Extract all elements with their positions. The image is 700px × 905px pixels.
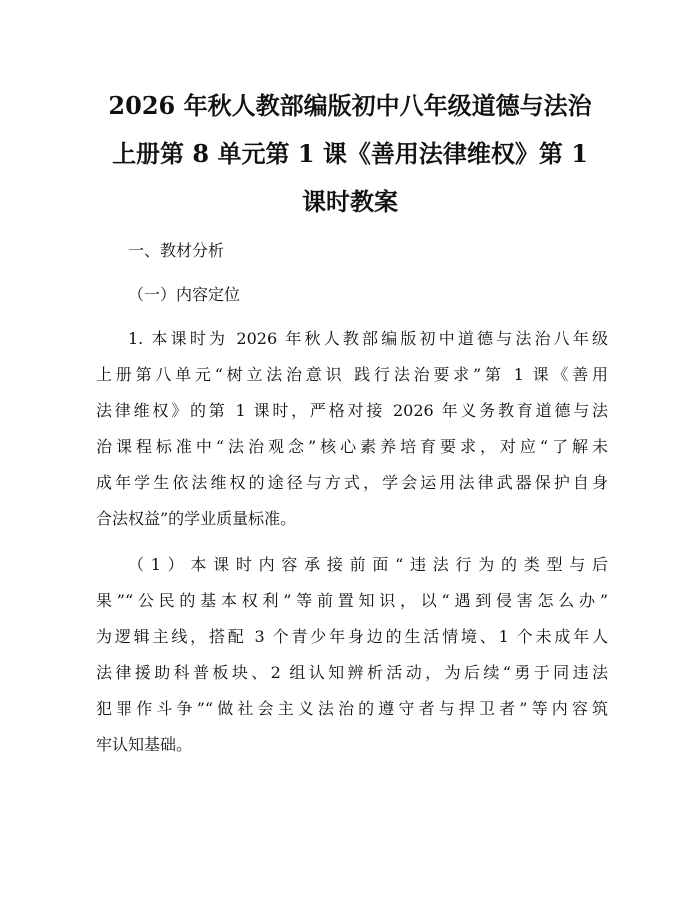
document-title <box>90 82 610 226</box>
paragraph-line: 犯罪作斗争”“做社会主义法治的遵守者与捍卫者”等内容筑 <box>96 699 608 718</box>
paragraph-line: （1）本课时内容承接前面“违法行为的类型与后 <box>128 555 608 574</box>
paragraph-content-connection <box>96 547 608 763</box>
title-line: 上册第 8 单元第 1 课《善用法律维权》第 1 <box>112 139 588 168</box>
paragraph-line: 治课程标准中“法治观念”核心素养培育要求，对应“了解未 <box>96 437 608 456</box>
paragraph-line: 上册第八单元“树立法治意识 践行法治要求”第 1 课《善用 <box>96 365 608 384</box>
paragraph-line: 成年学生依法维权的途径与方式，学会运用法律武器保护自身 <box>96 473 608 492</box>
paragraph-line: 法律维权》的第 1 课时，严格对接 2026 年义务教育道德与法 <box>96 401 608 420</box>
paragraph-line: 牢认知基础。 <box>96 735 193 754</box>
paragraph-line: 为逻辑主线，搭配 3 个青少年身边的生活情境、1 个未成年人 <box>96 627 608 646</box>
title-line: 课时教案 <box>302 187 398 216</box>
paragraph-line: 1. 本课时为 2026 年秋人教部编版初中道德与法治八年级 <box>128 329 608 348</box>
document-body <box>96 233 608 773</box>
paragraph-content-positioning <box>96 321 608 537</box>
paragraph-line: 果”“公民的基本权利”等前置知识，以“遇到侵害怎么办” <box>96 591 608 610</box>
paragraph-line: 合法权益”的学业质量标准。 <box>96 509 297 528</box>
paragraph-line: 法律援助科普板块、2 组认知辨析活动，为后续“勇于同违法 <box>96 663 608 682</box>
section-heading: 一、教材分析 <box>128 241 225 260</box>
subsection-heading: （一）内容定位 <box>128 285 241 304</box>
title-line: 2026 年秋人教部编版初中八年级道德与法治 <box>108 91 592 120</box>
